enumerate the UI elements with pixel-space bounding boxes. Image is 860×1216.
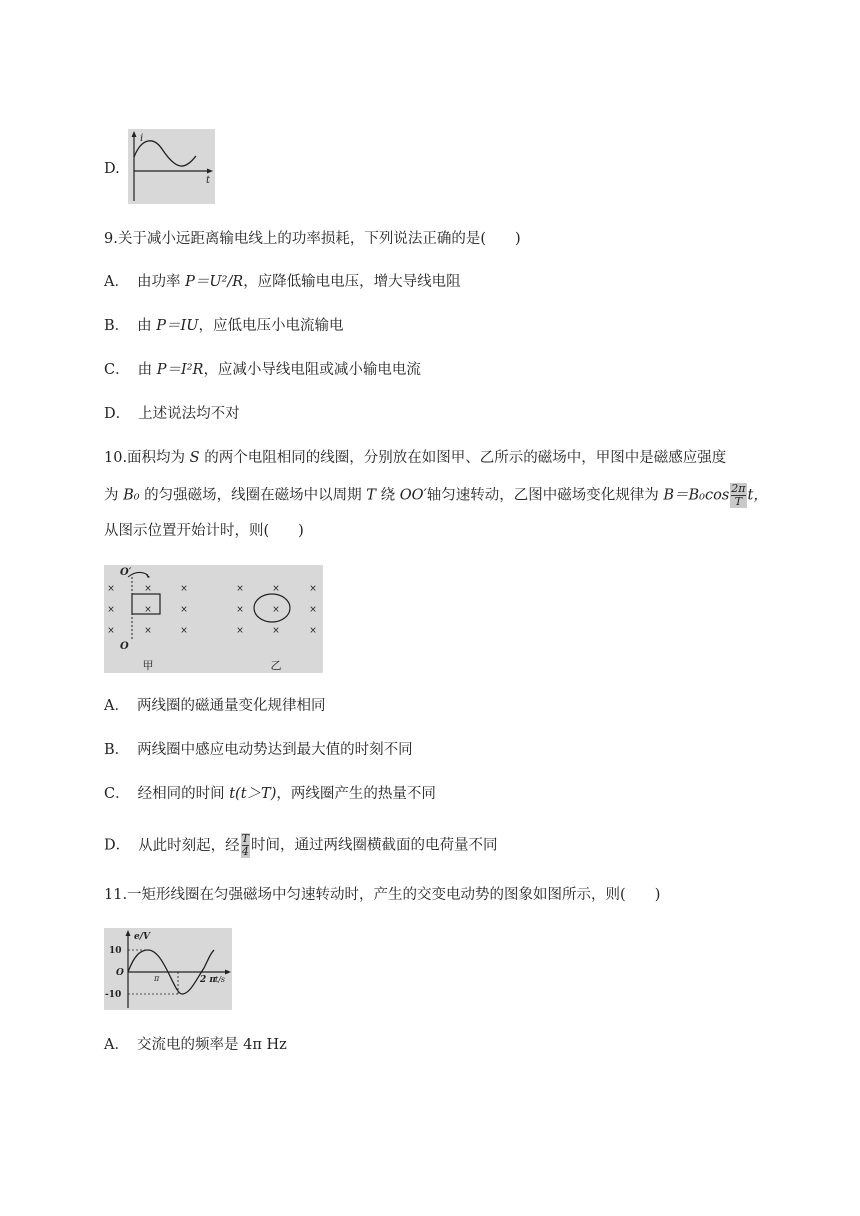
q9-option-c (104, 359, 421, 381)
svg-text:×: × (180, 605, 188, 615)
q10-label-yi: 乙 (270, 659, 282, 672)
stem-formula: B＝B₀cos (663, 487, 730, 504)
q10-figure-svg (104, 565, 323, 673)
option-text: 两线圈的磁通量变化规律相同 (136, 698, 326, 714)
option-formula: P＝IU (156, 318, 199, 334)
fraction-2pi-over-t (730, 483, 746, 508)
q11-y-min: -10 (105, 990, 122, 1000)
stem-var: t， (747, 487, 768, 504)
option-text: 两线圈中感应电动势达到最大值的时刻不同 (137, 742, 413, 758)
stem-text: 轴匀速转动，乙图中磁场变化规律为 (426, 487, 664, 504)
option-text: ，两线圈产生的热量不同 (276, 786, 436, 802)
q8-graph-svg (128, 129, 215, 204)
stem-text: 的匀强磁场，线圈在磁场中以周期 (139, 487, 367, 504)
svg-text:×: × (144, 605, 152, 615)
q8-option-d-graph (128, 129, 215, 204)
option-text: 交流电的频率是 4π Hz (136, 1037, 287, 1053)
q11-x-label: t/s (215, 975, 226, 984)
option-letter: D． (104, 406, 131, 422)
q11-y-label: e/V (134, 932, 150, 942)
frac-den: T (734, 495, 743, 508)
option-letter: B． (104, 742, 130, 758)
option-formula: P＝I²R (156, 362, 204, 378)
q11-graph-svg (104, 928, 232, 1010)
q11-origin: O (116, 968, 124, 978)
option-letter: A． (104, 698, 129, 714)
svg-text:×: × (236, 605, 244, 615)
q9-option-b (104, 315, 343, 337)
svg-text:×: × (144, 584, 152, 594)
q10-axis-top-label: O′ (120, 567, 132, 578)
q9-option-d (104, 403, 240, 425)
stem-text: 为 (104, 487, 124, 504)
option-letter: A． (104, 1037, 129, 1053)
option-text: ，应降低输电电压，增大导线电阻 (243, 274, 461, 290)
q11-option-a (104, 1034, 287, 1056)
option-letter: D． (104, 837, 131, 854)
svg-text:×: × (309, 605, 317, 615)
svg-text:×: × (144, 626, 152, 636)
frac-den: 4 (241, 845, 249, 858)
svg-text:×: × (107, 626, 115, 636)
option-text: 上述说法均不对 (138, 406, 240, 422)
q10-option-c (104, 783, 436, 805)
q11-stem: 11.一矩形线圈在匀强磁场中匀速转动时，产生的交变电动势的图象如图所示，则( ) (104, 887, 661, 903)
q10-field-marks (107, 584, 317, 636)
fraction-t-over-4 (241, 833, 250, 858)
q10-stem-line3: 从图示位置开始计时，则( ) (104, 523, 304, 539)
q10-figure (104, 565, 323, 673)
q11-y-max: 10 (109, 946, 122, 956)
option-letter: C． (104, 362, 130, 378)
option-letter: B． (104, 318, 130, 334)
q11-tick-pi: π (154, 974, 160, 983)
option-text: 时间，通过两线圈横截面的电荷量不同 (250, 837, 498, 854)
q10-option-a (104, 695, 325, 717)
svg-text:×: × (180, 626, 188, 636)
svg-text:×: × (236, 584, 244, 594)
option-text: ，应减小导线电阻或减小输电电流 (203, 362, 421, 378)
svg-text:×: × (272, 584, 280, 594)
q8-graph-x-label: t (206, 175, 211, 186)
stem-var: S (189, 450, 200, 466)
q11-graph (104, 928, 232, 1010)
svg-text:×: × (107, 584, 115, 594)
q11-tick-2pi: 2 π (200, 975, 216, 985)
option-text: 由 (137, 318, 157, 334)
option-text: 由功率 (136, 274, 186, 290)
q8-option-d-letter: D. (104, 161, 120, 177)
q9-stem: 9.关于减小远距离输电线上的功率损耗，下列说法正确的是( ) (104, 231, 521, 247)
q10-axis-bottom-label: O (120, 641, 129, 652)
option-letter: C． (104, 786, 130, 802)
stem-text: 的两个电阻相同的线圈，分别放在如图甲、乙所示的磁场中，甲图中是磁感应强度 (199, 450, 727, 466)
option-formula: P＝U²/R (185, 274, 244, 290)
stem-var: OO′ (399, 487, 427, 504)
svg-text:×: × (180, 584, 188, 594)
svg-text:×: × (272, 605, 280, 615)
svg-text:×: × (309, 626, 317, 636)
q9-option-a (104, 271, 461, 293)
option-text: 经相同的时间 (137, 786, 230, 802)
frac-num: T (241, 832, 249, 845)
option-formula: t(t＞T) (229, 786, 277, 802)
q10-option-b (104, 739, 413, 761)
option-text: 从此时刻起，经 (138, 837, 240, 854)
stem-text: 10.面积均为 (104, 450, 190, 466)
q10-label-jia: 甲 (142, 659, 154, 672)
stem-var: T (366, 487, 376, 504)
q10-stem-line1 (104, 447, 726, 469)
q10-stem-line2 (104, 483, 768, 508)
stem-var: B₀ (123, 487, 140, 504)
svg-text:×: × (309, 584, 317, 594)
option-text: 由 (137, 362, 157, 378)
frac-num: 2π (731, 482, 746, 495)
option-letter: A． (104, 274, 129, 290)
svg-text:×: × (236, 626, 244, 636)
stem-text: 绕 (375, 487, 400, 504)
q10-option-d (104, 833, 497, 858)
svg-text:×: × (272, 626, 280, 636)
q8-graph-y-label: i (140, 133, 144, 144)
svg-text:×: × (107, 605, 115, 615)
option-text: ，应低电压小电流输电 (198, 318, 344, 334)
